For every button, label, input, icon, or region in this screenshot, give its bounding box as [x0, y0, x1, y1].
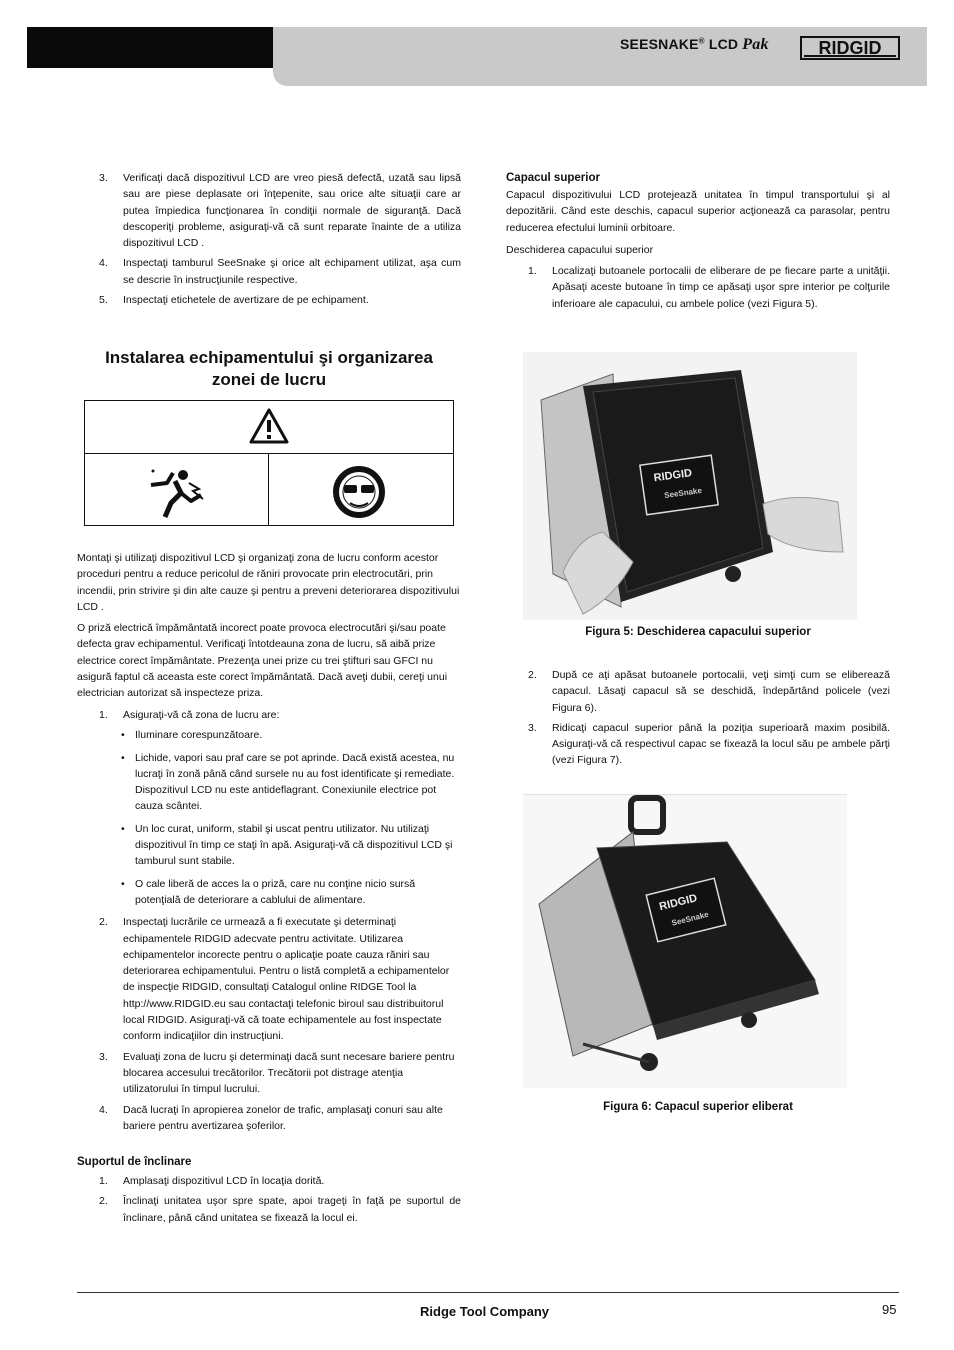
svg-text:SeeSnake: SeeSnake: [663, 485, 703, 501]
page-number: 95: [882, 1302, 897, 1317]
list-item: 3. Verificaţi dacă dispozitivul LCD are vreo piesă defectă, uzată sau lipsă sau are piese deplasate ori înţepenite, sau orice alte situaţii care ar putea împiedica funcţionarea în condiţii normale de siguranţă. Dacă descoperiţi probleme, asiguraţi-vă că sunt reparate înainte de a utiliza dispozitivul LCD .: [99, 172, 461, 250]
bullet-item: • Iluminare corespunzătoare.: [77, 727, 461, 743]
figure-5-caption: Figura 5: Deschiderea capacului superior: [585, 626, 811, 638]
list-item: 3. Evaluaţi zona de lucru şi determinaţi dacă sunt necesare bariere pentru blocarea accesului trecătorilor. Trecătorii pot distrage atenţia utilizatorului în timpul lucrului.: [99, 1050, 455, 1096]
stand-title: Suportul de înclinare: [77, 1156, 192, 1168]
warning-box: [84, 400, 454, 526]
cover-paragraph: Capacul dispozitivului LCD protejează unitatea în timpul transportului şi al depozitării. Când este deschis, capacul superior acţionează ca parasolar, pentru reducerea efectului luminii orbitoare.: [506, 189, 890, 234]
figure-6-photo: [523, 794, 847, 1088]
list-item: 1. Localizaţi butoanele portocalii de eliberare de pe fiecare parte a unităţii. Apăsaţi aceste butoane în timp ce apăsaţi uşor spre interior pe colţurile inferioare ale capacului, cu ambele police (vezi Figura 5).: [528, 265, 890, 310]
bullet-item: • Lichide, vapori sau praf care se pot aprinde. Dacă există acestea, nu lucraţi în zonă până când sursele nu au fost identificate şi remediate. Dispozitivul LCD nu este antideflagrant. Conexiunile electrice pot cauza scântei.: [77, 750, 461, 815]
cover-subtitle: Deschiderea capacului superior: [506, 244, 654, 256]
header-gray-tab: [273, 68, 927, 86]
inspection-list: [77, 170, 461, 312]
warning-triangle-icon: [249, 407, 289, 445]
work-area-list: [77, 707, 461, 1138]
list-item: 2. Inspectaţi lucrările ce urmează a fi executate şi determinaţi echipamentele RIDGID adecvate pentru activitate. Utilizarea echipamentelor incorecte pentru o aplicaţie poate cauza răniri sau deteriorarea echipamentului. Pentru o listă completă a echipamentelor de inspecţie RIDGID, consultaţi Catalogul online RIDGE Tool la http://www.RIDGID.eu sau contactaţi telefonic biroul sau distribuitorul local RIDGID. Asiguraţi-vă că toate echipamentele au fost inspectate conform indicaţiilor din instrucţiuni.: [99, 916, 450, 1043]
svg-text:RIDGID: RIDGID: [818, 38, 882, 58]
list-item: 2. După ce aţi apăsat butoanele portocalii, veţi simţi cum se eliberează capacul. Lăsaţi capacul să se deschidă, îndepărtând policele (vezi Figura 6).: [528, 669, 890, 714]
cover-title: Capacul superior: [506, 172, 600, 184]
svg-text:RIDGID: RIDGID: [658, 892, 699, 914]
cover-steps-2-3: [506, 667, 890, 773]
list-item: 4. Inspectaţi tamburul SeeSnake şi orice alt echipament utilizat, aşa cum se descrie în instrucţiunile respective.: [99, 257, 461, 286]
product-name: SEESNAKE® LCD Pak: [620, 36, 769, 53]
grounding-paragraph: O priză electrică împământată incorect poate provoca electrocutări şi/sau poate defecta grav echipamentul. Verificaţi întotdeauna zona de lucru, să aibă prize electrice corect împământate. Prezenţa unei prize cu trei ştifturi sau GFCI nu asigură faptul că aceasta este corect împământată. Dacă aveţi dubii, cereţi unui electrician autorizat să inspecteze priza.: [77, 622, 448, 700]
footer-company: Ridge Tool Company: [420, 1304, 550, 1319]
stand-list: [77, 1173, 461, 1230]
electric-shock-icon: [145, 465, 209, 521]
svg-text:SeeSnake: SeeSnake: [670, 909, 710, 928]
list-item: 4. Dacă lucraţi în apropierea zonelor de trafic, amplasaţi conuri sau alte bariere pentru avertizarea şoferilor.: [99, 1103, 443, 1132]
bullet-item: • O cale liberă de acces la o priză, care nu conţine nicio sursă potenţială de deteriorare a cablului de alimentare.: [77, 876, 461, 909]
footer-divider: [77, 1292, 899, 1293]
bullet-item: • Un loc curat, uniform, stabil şi uscat pentru utilizator. Nu utilizaţi dispozitivul în timp ce staţi în apă. Asiguraţi-vă că dispozitivul LCD şi tamburul sunt stabile.: [77, 821, 461, 870]
list-item: 5. Inspectaţi etichetele de avertizare de pe echipament.: [99, 294, 369, 307]
header-black-bar: [27, 27, 273, 68]
figure-5-photo: [523, 352, 857, 620]
setup-paragraph: Montaţi şi utilizaţi dispozitivul LCD şi organizaţi zona de lucru conform acestor proceduri pentru a reduce pericolul de răniri provocate prin electrocutări, prin incendii, prin strivire şi din alte cauze şi pentru a preveni deteriorarea dispozitivului LCD .: [77, 552, 460, 613]
list-item: 3. Ridicaţi capacul superior până la poziţia superioară maxim posibilă. Asiguraţi-vă că respectivul capac se fixează la locul său pe ambele părţi (vezi Figura 7).: [528, 721, 890, 767]
list-item: 2. Înclinaţi unitatea uşor spre spate, apoi trageţi în faţă pe suportul de înclinare, până când unitatea se fixează la locul ei.: [99, 1195, 461, 1224]
cover-step-1: [506, 263, 890, 316]
svg-text:RIDGID: RIDGID: [653, 467, 693, 485]
figure-6-caption: Figura 6: Capacul superior eliberat: [603, 1101, 793, 1113]
safety-glasses-icon: [330, 463, 388, 521]
section-title: Instalarea echipamentului şi organizarea zonei de lucru: [105, 348, 433, 389]
ridgid-logo: [800, 35, 900, 61]
list-item: 1. Amplasaţi dispozitivul LCD în locaţia dorită.: [99, 1175, 325, 1187]
list-item: 1. Asiguraţi-vă că zona de lucru are:: [99, 709, 280, 721]
